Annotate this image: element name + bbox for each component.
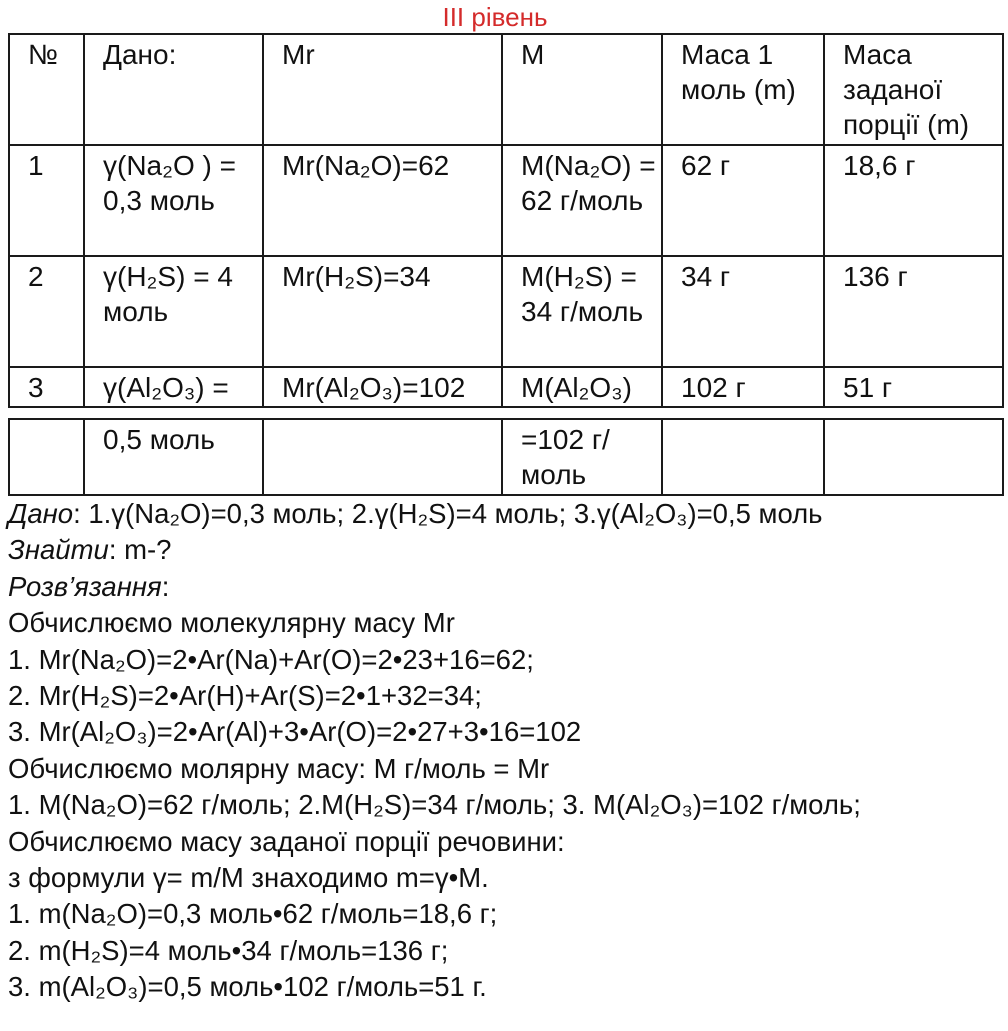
solution-line: Обчислюємо молярну масу: M г/моль = Mr <box>8 752 550 784</box>
data-table-continuation <box>8 418 1004 496</box>
solution-heading <box>8 569 1003 605</box>
solution-line: 2. Mr(H₂S)=2•Ar(H)+Ar(S)=2•1+32=34; <box>8 680 482 712</box>
given-label: Дано <box>8 498 74 529</box>
solution-text <box>8 496 1003 1006</box>
solution-line: 1. m(Na₂O)=0,3 моль•62 г/моль=18,6 г; <box>8 898 498 930</box>
find-line <box>8 532 1003 568</box>
find-label: Знайти <box>8 534 109 566</box>
solution-line: 3. Mr(Al₂O₃)=2•Ar(Al)+3•Ar(O)=2•27+3•16=102 <box>8 716 582 748</box>
table-cell: 136 г <box>824 256 1003 367</box>
solution-label: Розв’язання <box>8 570 162 602</box>
table-cell <box>662 419 824 495</box>
page-title: III рівень <box>442 2 548 32</box>
table-cell: M(Na₂O) = 62 г/моль <box>502 145 662 256</box>
table-cell: =102 г/моль <box>502 419 662 495</box>
solution-line: з формули γ= m/M знаходимо m=γ•M. <box>8 862 489 894</box>
table-cell: 51 г <box>824 367 1003 407</box>
solution-line: 3. m(Al₂O₃)=0,5 моль•102 г/моль=51 г. <box>8 971 487 1003</box>
find-text: : m-? <box>108 534 172 566</box>
table-row <box>9 256 1003 367</box>
table-cell: 3 <box>9 367 84 407</box>
table-cell: 2 <box>9 256 84 367</box>
table-cell: 102 г <box>662 367 824 407</box>
table-cell: 62 г <box>662 145 824 256</box>
table-cell: 0,5 моль <box>84 419 263 495</box>
table-cell: 34 г <box>662 256 824 367</box>
solution-colon: : <box>161 570 170 602</box>
table-cell: M(H₂S) = 34 г/моль <box>502 256 662 367</box>
solution-line: 1. M(Na₂O)=62 г/моль; 2.M(H₂S)=34 г/моль; 3. M(Al₂O₃)=102 г/моль; <box>8 789 861 821</box>
header-cell: Маса заданої порції (m) <box>824 34 1003 145</box>
header-cell: № <box>9 34 84 145</box>
table-cell: γ(Na₂O ) = 0,3 моль <box>84 145 263 256</box>
table-cell: 1 <box>9 145 84 256</box>
solution-line: 1. Mr(Na₂O)=2•Ar(Na)+Ar(O)=2•23+16=62; <box>8 643 534 675</box>
table-cell <box>9 419 84 495</box>
table-row <box>9 367 1003 407</box>
table-cell: M(Al₂O₃) <box>502 367 662 407</box>
table-row <box>9 145 1003 256</box>
table-header-row <box>9 34 1003 145</box>
table-cell: Mr(Na₂O)=62 <box>263 145 502 256</box>
table-cell: γ(Al₂O₃) = <box>84 367 263 407</box>
header-cell: Mr <box>263 34 502 145</box>
header-cell: Маса 1 моль (m) <box>662 34 824 145</box>
header-cell: Дано: <box>84 34 263 145</box>
given-line <box>8 496 1003 532</box>
solution-line: Обчислюємо масу заданої порції речовини: <box>8 825 565 857</box>
header-cell: M <box>502 34 662 145</box>
table-cell: Mr(H₂S)=34 <box>263 256 502 367</box>
table-row <box>9 419 1003 495</box>
table-cell: γ(H₂S) = 4 моль <box>84 256 263 367</box>
table-cell <box>824 419 1003 495</box>
solution-line: 2. m(H₂S)=4 моль•34 г/моль=136 г; <box>8 934 449 966</box>
table-cell <box>263 419 502 495</box>
table-cell: Mr(Al₂O₃)=102 <box>263 367 502 407</box>
data-table <box>8 33 1004 408</box>
solution-line: Обчислюємо молекулярну масу Mr <box>8 607 455 639</box>
given-text: : 1.γ(Na₂O)=0,3 моль; 2.γ(H₂S)=4 моль; 3.γ(Al₂O₃)=0,5 моль <box>73 498 823 529</box>
table-cell: 18,6 г <box>824 145 1003 256</box>
